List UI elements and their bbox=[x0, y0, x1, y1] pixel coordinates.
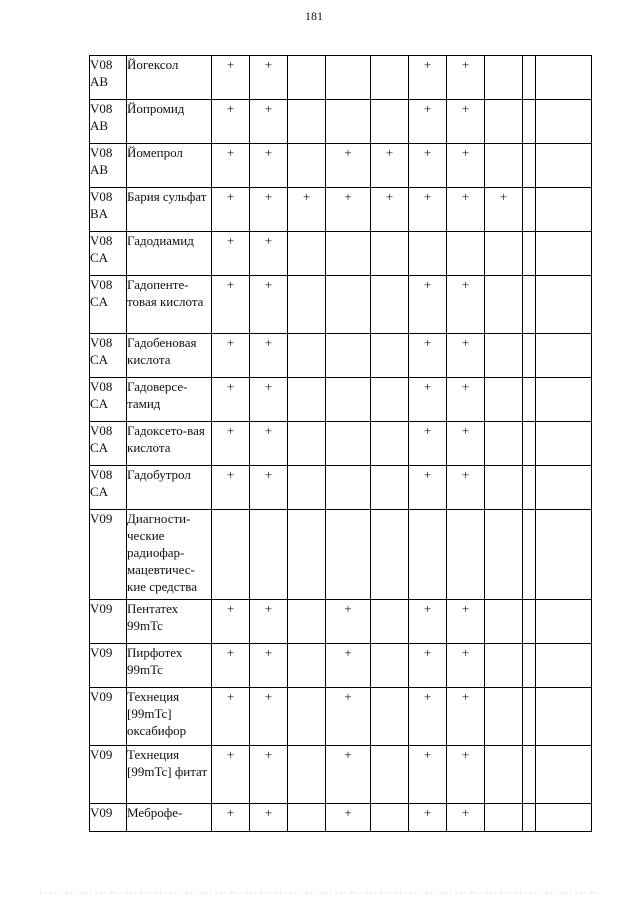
mark-cell: + bbox=[326, 644, 371, 688]
mark-cell bbox=[485, 144, 523, 188]
mark-cell: + bbox=[447, 422, 485, 466]
drug-name-cell: Гадопенте-товая кислота bbox=[127, 276, 212, 334]
mark-cell: + bbox=[447, 56, 485, 100]
mark-cell: + bbox=[371, 144, 409, 188]
mark-cell: + bbox=[250, 144, 288, 188]
mark-cell: + bbox=[212, 746, 250, 804]
mark-cell bbox=[326, 466, 371, 510]
atc-code-cell: V09 bbox=[90, 804, 127, 832]
mark-cell: + bbox=[212, 422, 250, 466]
mark-cell bbox=[371, 804, 409, 832]
mark-cell bbox=[288, 466, 326, 510]
mark-cell bbox=[523, 144, 536, 188]
atc-code-cell: V08 CA bbox=[90, 422, 127, 466]
atc-code-cell: V08 AB bbox=[90, 56, 127, 100]
drug-name-cell: Меброфе- bbox=[127, 804, 212, 832]
mark-cell: + bbox=[212, 804, 250, 832]
mark-cell: + bbox=[250, 334, 288, 378]
atc-code-cell: V08 AB bbox=[90, 100, 127, 144]
mark-cell bbox=[536, 100, 592, 144]
mark-cell bbox=[371, 232, 409, 276]
mark-cell bbox=[288, 804, 326, 832]
mark-cell bbox=[371, 746, 409, 804]
mark-cell bbox=[288, 600, 326, 644]
table-row bbox=[90, 600, 592, 644]
mark-cell bbox=[485, 600, 523, 644]
mark-cell bbox=[536, 56, 592, 100]
mark-cell bbox=[536, 378, 592, 422]
mark-cell bbox=[485, 804, 523, 832]
mark-cell: + bbox=[409, 100, 447, 144]
mark-cell: + bbox=[250, 804, 288, 832]
mark-cell: + bbox=[371, 188, 409, 232]
atc-code-cell: V08 CA bbox=[90, 466, 127, 510]
mark-cell bbox=[485, 422, 523, 466]
table-row bbox=[90, 378, 592, 422]
mark-cell bbox=[326, 100, 371, 144]
table-row bbox=[90, 644, 592, 688]
drug-name-cell: Йопромид bbox=[127, 100, 212, 144]
mark-cell: + bbox=[326, 804, 371, 832]
mark-cell bbox=[485, 746, 523, 804]
mark-cell: + bbox=[212, 56, 250, 100]
mark-cell: + bbox=[326, 188, 371, 232]
drug-name-cell: Йогексол bbox=[127, 56, 212, 100]
mark-cell: + bbox=[212, 644, 250, 688]
mark-cell bbox=[326, 56, 371, 100]
mark-cell bbox=[523, 232, 536, 276]
atc-code-cell: V08 BA bbox=[90, 188, 127, 232]
mark-cell bbox=[371, 510, 409, 600]
mark-cell bbox=[536, 466, 592, 510]
mark-cell bbox=[326, 232, 371, 276]
mark-cell: + bbox=[447, 804, 485, 832]
mark-cell: + bbox=[212, 600, 250, 644]
mark-cell: + bbox=[212, 100, 250, 144]
mark-cell: + bbox=[250, 746, 288, 804]
mark-cell: + bbox=[212, 232, 250, 276]
atc-code-cell: V09 bbox=[90, 600, 127, 644]
mark-cell: + bbox=[447, 144, 485, 188]
mark-cell bbox=[371, 276, 409, 334]
drug-name-cell: Технеция [99mTc] оксабифор bbox=[127, 688, 212, 746]
mark-cell: + bbox=[250, 56, 288, 100]
drug-name-cell: Технеция [99mTc] фитат bbox=[127, 746, 212, 804]
drug-table bbox=[89, 55, 592, 832]
mark-cell: + bbox=[447, 746, 485, 804]
table-row bbox=[90, 804, 592, 832]
mark-cell: + bbox=[250, 688, 288, 746]
mark-cell bbox=[536, 334, 592, 378]
mark-cell bbox=[371, 422, 409, 466]
atc-code-cell: V08 AB bbox=[90, 144, 127, 188]
mark-cell: + bbox=[409, 600, 447, 644]
table-row bbox=[90, 466, 592, 510]
mark-cell bbox=[288, 334, 326, 378]
mark-cell: + bbox=[212, 188, 250, 232]
mark-cell bbox=[371, 56, 409, 100]
mark-cell: + bbox=[250, 422, 288, 466]
mark-cell bbox=[485, 334, 523, 378]
mark-cell bbox=[485, 688, 523, 746]
mark-cell: + bbox=[409, 144, 447, 188]
mark-cell bbox=[536, 746, 592, 804]
mark-cell: + bbox=[250, 100, 288, 144]
mark-cell bbox=[288, 232, 326, 276]
atc-code-cell: V08 CA bbox=[90, 378, 127, 422]
mark-cell: + bbox=[409, 746, 447, 804]
mark-cell bbox=[523, 600, 536, 644]
mark-cell bbox=[536, 600, 592, 644]
mark-cell bbox=[288, 276, 326, 334]
drug-name-cell: Пирфотех 99mTc bbox=[127, 644, 212, 688]
mark-cell: + bbox=[447, 644, 485, 688]
mark-cell bbox=[523, 422, 536, 466]
mark-cell: + bbox=[409, 466, 447, 510]
mark-cell bbox=[288, 644, 326, 688]
mark-cell bbox=[523, 334, 536, 378]
mark-cell bbox=[485, 378, 523, 422]
drug-name-cell: Гадобутрол bbox=[127, 466, 212, 510]
atc-code-cell: V08 CA bbox=[90, 334, 127, 378]
table-row bbox=[90, 510, 592, 600]
mark-cell: + bbox=[212, 466, 250, 510]
mark-cell bbox=[409, 232, 447, 276]
mark-cell bbox=[523, 466, 536, 510]
mark-cell bbox=[523, 688, 536, 746]
mark-cell: + bbox=[212, 334, 250, 378]
mark-cell bbox=[288, 422, 326, 466]
mark-cell: + bbox=[250, 600, 288, 644]
mark-cell bbox=[288, 144, 326, 188]
mark-cell bbox=[371, 100, 409, 144]
mark-cell bbox=[288, 100, 326, 144]
mark-cell bbox=[485, 644, 523, 688]
mark-cell bbox=[485, 100, 523, 144]
table-row bbox=[90, 276, 592, 334]
mark-cell: + bbox=[326, 600, 371, 644]
mark-cell bbox=[326, 276, 371, 334]
mark-cell bbox=[326, 378, 371, 422]
mark-cell: + bbox=[447, 600, 485, 644]
mark-cell: + bbox=[212, 144, 250, 188]
table-row bbox=[90, 422, 592, 466]
scan-noise bbox=[40, 890, 600, 896]
mark-cell: + bbox=[447, 276, 485, 334]
mark-cell bbox=[485, 510, 523, 600]
mark-cell bbox=[536, 188, 592, 232]
mark-cell bbox=[371, 378, 409, 422]
mark-cell bbox=[523, 188, 536, 232]
mark-cell: + bbox=[288, 188, 326, 232]
mark-cell bbox=[371, 600, 409, 644]
mark-cell bbox=[536, 276, 592, 334]
mark-cell bbox=[326, 334, 371, 378]
atc-code-cell: V09 bbox=[90, 510, 127, 600]
mark-cell bbox=[523, 378, 536, 422]
mark-cell bbox=[536, 232, 592, 276]
mark-cell bbox=[371, 466, 409, 510]
mark-cell: + bbox=[250, 466, 288, 510]
mark-cell: + bbox=[447, 688, 485, 746]
mark-cell: + bbox=[485, 188, 523, 232]
table-row bbox=[90, 100, 592, 144]
mark-cell bbox=[536, 510, 592, 600]
mark-cell bbox=[288, 510, 326, 600]
mark-cell: + bbox=[409, 276, 447, 334]
mark-cell: + bbox=[409, 378, 447, 422]
drug-name-cell: Гадодиамид bbox=[127, 232, 212, 276]
mark-cell bbox=[250, 510, 288, 600]
mark-cell: + bbox=[212, 688, 250, 746]
mark-cell: + bbox=[326, 688, 371, 746]
mark-cell bbox=[288, 56, 326, 100]
drug-name-cell: Йомепрол bbox=[127, 144, 212, 188]
drug-name-cell: Бария сульфат bbox=[127, 188, 212, 232]
mark-cell: + bbox=[250, 232, 288, 276]
drug-name-cell: Гадоверсе-тамид bbox=[127, 378, 212, 422]
atc-code-cell: V09 bbox=[90, 644, 127, 688]
mark-cell bbox=[409, 510, 447, 600]
mark-cell: + bbox=[250, 188, 288, 232]
mark-cell bbox=[447, 232, 485, 276]
drug-name-cell: Гадоксето-вая кислота bbox=[127, 422, 212, 466]
table-row bbox=[90, 56, 592, 100]
mark-cell: + bbox=[326, 746, 371, 804]
mark-cell: + bbox=[409, 188, 447, 232]
mark-cell bbox=[326, 422, 371, 466]
mark-cell bbox=[536, 804, 592, 832]
mark-cell bbox=[523, 100, 536, 144]
mark-cell bbox=[485, 276, 523, 334]
page-number: 181 bbox=[305, 9, 323, 23]
mark-cell: + bbox=[447, 378, 485, 422]
mark-cell: + bbox=[447, 188, 485, 232]
mark-cell bbox=[212, 510, 250, 600]
mark-cell: + bbox=[250, 276, 288, 334]
mark-cell bbox=[288, 746, 326, 804]
mark-cell: + bbox=[409, 804, 447, 832]
mark-cell bbox=[485, 232, 523, 276]
mark-cell bbox=[523, 56, 536, 100]
table-body bbox=[90, 56, 592, 832]
table-row bbox=[90, 232, 592, 276]
table-row bbox=[90, 688, 592, 746]
mark-cell bbox=[523, 510, 536, 600]
mark-cell bbox=[523, 276, 536, 334]
mark-cell: + bbox=[409, 688, 447, 746]
mark-cell: + bbox=[250, 644, 288, 688]
mark-cell: + bbox=[447, 466, 485, 510]
mark-cell bbox=[288, 378, 326, 422]
mark-cell: + bbox=[409, 644, 447, 688]
mark-cell bbox=[447, 510, 485, 600]
mark-cell bbox=[523, 804, 536, 832]
mark-cell: + bbox=[409, 334, 447, 378]
mark-cell bbox=[288, 688, 326, 746]
mark-cell bbox=[485, 56, 523, 100]
mark-cell bbox=[536, 644, 592, 688]
table-row bbox=[90, 188, 592, 232]
mark-cell bbox=[485, 466, 523, 510]
mark-cell: + bbox=[326, 144, 371, 188]
mark-cell: + bbox=[212, 276, 250, 334]
mark-cell: + bbox=[212, 378, 250, 422]
table-row bbox=[90, 746, 592, 804]
table-row bbox=[90, 144, 592, 188]
atc-code-cell: V08 CA bbox=[90, 232, 127, 276]
drug-name-cell: Гадобеновая кислота bbox=[127, 334, 212, 378]
atc-code-cell: V08 CA bbox=[90, 276, 127, 334]
mark-cell: + bbox=[250, 378, 288, 422]
mark-cell bbox=[536, 144, 592, 188]
mark-cell bbox=[326, 510, 371, 600]
atc-code-cell: V09 bbox=[90, 746, 127, 804]
mark-cell bbox=[523, 746, 536, 804]
mark-cell: + bbox=[409, 56, 447, 100]
mark-cell bbox=[371, 644, 409, 688]
mark-cell: + bbox=[447, 100, 485, 144]
mark-cell bbox=[536, 422, 592, 466]
mark-cell bbox=[523, 644, 536, 688]
mark-cell bbox=[371, 334, 409, 378]
mark-cell: + bbox=[409, 422, 447, 466]
drug-name-cell: Диагности-ческие радиофар-мацевтичес-кие средства bbox=[127, 510, 212, 600]
drug-name-cell: Пентатех 99mTc bbox=[127, 600, 212, 644]
atc-code-cell: V09 bbox=[90, 688, 127, 746]
mark-cell bbox=[536, 688, 592, 746]
mark-cell: + bbox=[447, 334, 485, 378]
table-row bbox=[90, 334, 592, 378]
mark-cell bbox=[371, 688, 409, 746]
